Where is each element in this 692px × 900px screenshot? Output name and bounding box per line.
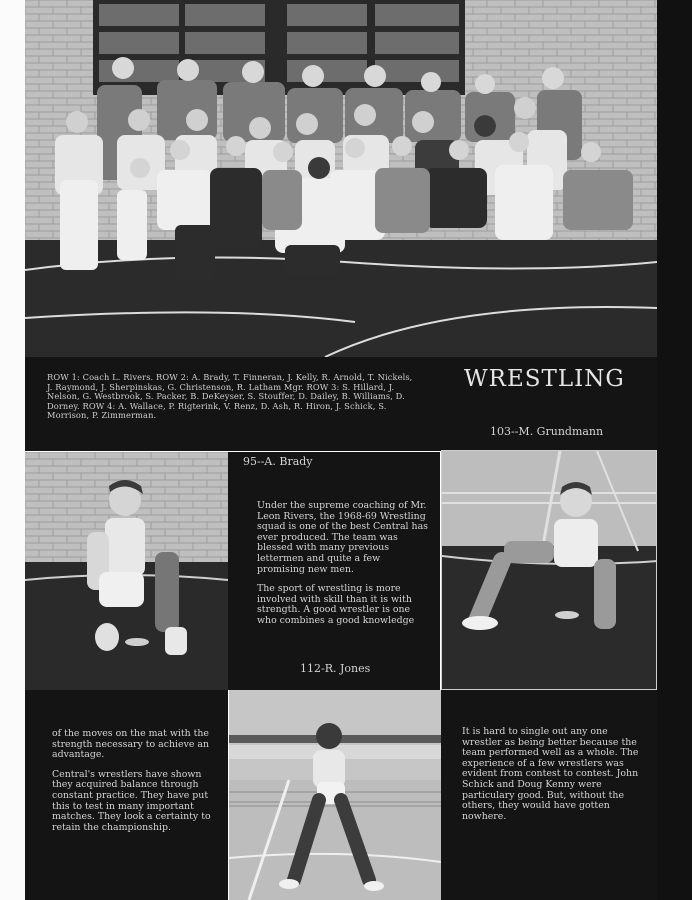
team-photo-image — [25, 0, 657, 357]
roster-caption: ROW 1: Coach L. Rivers. ROW 2: A. Brady, T. Finneran, J. Kelly, R. Arnold, T. Nickels, J. Raymond, J. Sherpinskas, G. Christenson, R. Latham Mgr. ROW 3: S. Hillard, J. Nelson, G. Westbrook, S. Packer, B. DeKeyser, S. Stouffer, D. Dailey, B. Williams, D. Dorney. ROW 4: A. Wallace, P. Rigterink, V. Renz, D. Ash, R. Hiron, J. Schick, S. Morrison, P. Zimmerman. — [47, 372, 413, 421]
label-jones: 112-R. Jones — [300, 662, 371, 675]
page-title: WRESTLING — [464, 366, 625, 392]
page-margin — [0, 0, 25, 900]
article-paragraph-4: Central's wrestlers have shown they acquired balance through constant practice. They have put this to test in many important matches. They look a certainty to retain the championship. — [52, 768, 211, 833]
article-paragraph-5: It is hard to single out any one wrestler as being better because the team performed well as a whole. The experience of a few wrestlers was evident from contest to contest. John Schick and Doug Kenny were particulary good. But, without the others, they would have gotten nowhere. — [462, 726, 639, 822]
article-column-1 — [257, 501, 429, 636]
article-paragraph-1: Under the supreme coaching of Mr. Leon Rivers, the 1968-69 Wrestling squad is one of the best Central has ever produced. The team was blessed with many previous lettermen and quite a few promising new men. — [257, 500, 428, 575]
grundmann-photo-image — [442, 451, 657, 690]
grundmann-photo — [441, 450, 657, 690]
right-border-bar — [657, 0, 692, 900]
team-photo — [25, 0, 657, 357]
label-brady: 95--A. Brady — [243, 455, 313, 468]
article-column-2 — [52, 729, 222, 842]
brady-photo-image — [25, 452, 228, 690]
jones-photo — [229, 690, 441, 900]
jones-photo-image — [229, 690, 441, 900]
brady-photo — [25, 452, 228, 690]
article-paragraph-2: The sport of wrestling is more involved with skill than it is with strength. A good wrestler is one who combines a good knowledge — [257, 583, 415, 626]
article-paragraph-3: of the moves on the mat with the strength necessary to achieve an advantage. — [52, 728, 210, 761]
label-grundmann: 103--M. Grundmann — [490, 425, 604, 438]
article-column-3 — [462, 727, 642, 831]
